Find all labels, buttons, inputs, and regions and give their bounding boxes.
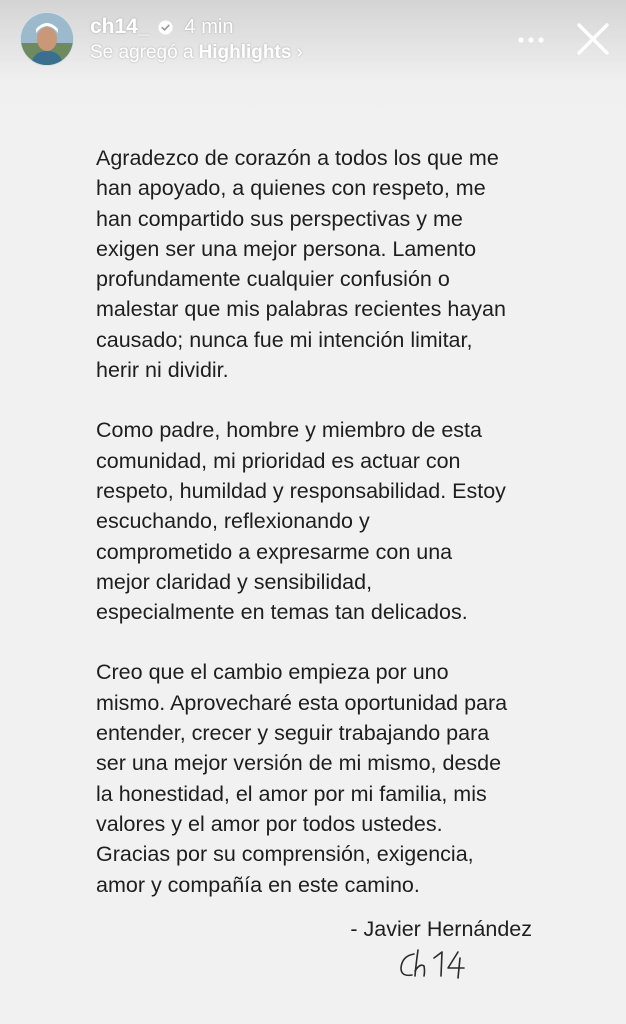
handwritten-signature: [396, 944, 476, 984]
story-user-line: [90, 13, 233, 41]
statement-paragraph-1: Agradezco de corazón a todos los que me han apoyado, a quienes con respeto, me han compartido sus perspectivas y me exigen ser una mejor persona. Lamento profundamente cualquier confusión o malestar que mis palabras recientes hayan causado; nunca fue mi intención limitar, herir ni dividir.: [96, 146, 506, 383]
story-header: [0, 0, 626, 80]
highlights-link[interactable]: [90, 42, 303, 64]
verified-badge-icon: [158, 20, 173, 35]
signoff-name: - Javier Hernández: [350, 917, 532, 941]
statement-paragraph-3: Creo que el cambio empieza por uno mismo. Aprovecharé esta oportunidad para entender, crecer y seguir trabajando para ser una mejor versión de mi mismo, desde la honestidad, el amor por mi familia, mis valores y el amor por todos ustedes. Gracias por su comprensión, exigencia, amor y compañía en este camino.: [96, 660, 508, 897]
more-options-icon[interactable]: [514, 30, 548, 50]
story-time: 4 min: [184, 15, 234, 38]
avatar[interactable]: [20, 12, 74, 66]
chevron-right-icon: ›: [296, 42, 303, 63]
statement-paragraph-2: Como padre, hombre y miembro de esta comunidad, mi prioridad es actuar con respeto, humildad y responsabilidad. Estoy escuchando, reflexionando y comprometido a expresarme con una mejor claridad y sensibilidad, especialmente en temas tan delicados.: [96, 418, 506, 625]
close-icon[interactable]: [574, 20, 612, 58]
added-to-label: Se agregó a: [90, 42, 194, 63]
statement-text: [96, 143, 566, 900]
username[interactable]: ch14_: [90, 15, 150, 38]
highlights-label: Highlights: [198, 42, 292, 63]
